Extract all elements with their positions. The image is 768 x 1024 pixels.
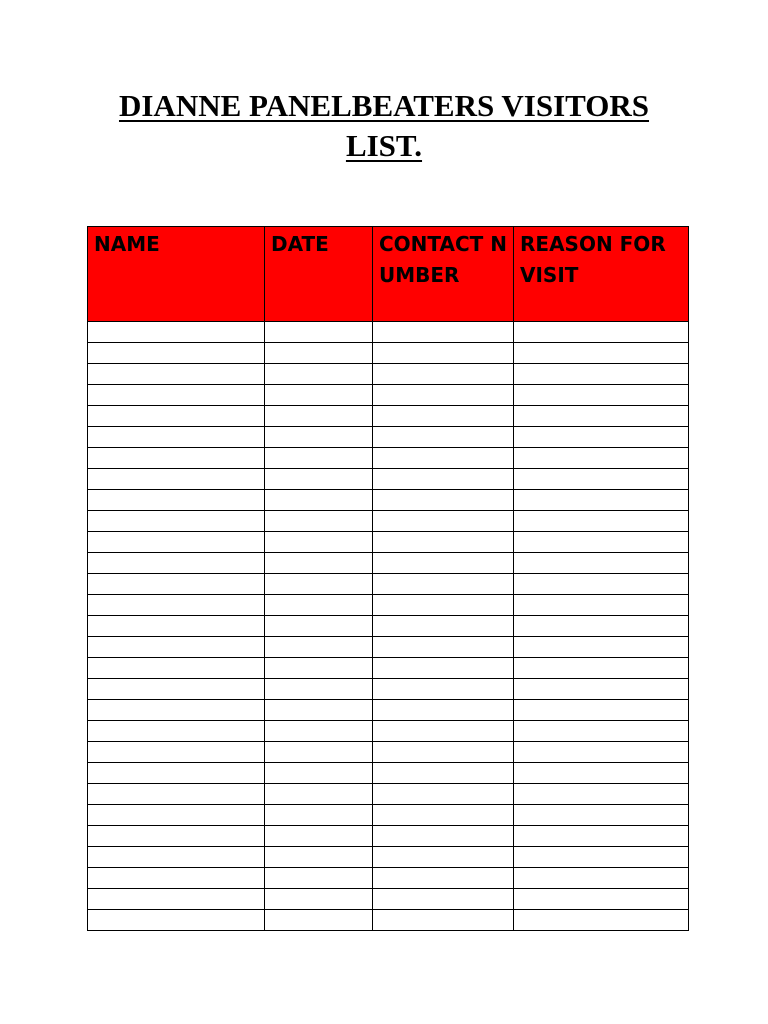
- cell-contact-number: [373, 763, 514, 784]
- cell-date: [265, 784, 373, 805]
- cell-reason-for-visit: [514, 553, 689, 574]
- cell-reason-for-visit: [514, 511, 689, 532]
- cell-date: [265, 616, 373, 637]
- cell-date: [265, 385, 373, 406]
- page-title: [0, 86, 768, 166]
- cell-date: [265, 721, 373, 742]
- table-row: [88, 700, 689, 721]
- cell-name: [88, 910, 265, 931]
- cell-contact-number: [373, 784, 514, 805]
- cell-date: [265, 868, 373, 889]
- visitors-table: [87, 226, 689, 931]
- table-row: [88, 511, 689, 532]
- cell-name: [88, 343, 265, 364]
- cell-date: [265, 658, 373, 679]
- cell-date: [265, 490, 373, 511]
- cell-date: [265, 805, 373, 826]
- cell-reason-for-visit: [514, 742, 689, 763]
- cell-date: [265, 679, 373, 700]
- title-line-2: LIST.: [345, 128, 423, 163]
- table-row: [88, 721, 689, 742]
- cell-contact-number: [373, 616, 514, 637]
- cell-contact-number: [373, 427, 514, 448]
- cell-reason-for-visit: [514, 343, 689, 364]
- cell-reason-for-visit: [514, 637, 689, 658]
- cell-reason-for-visit: [514, 679, 689, 700]
- table-row: [88, 448, 689, 469]
- table-row: [88, 889, 689, 910]
- cell-reason-for-visit: [514, 595, 689, 616]
- table-row: [88, 406, 689, 427]
- table-row: [88, 553, 689, 574]
- table-row: [88, 343, 689, 364]
- cell-reason-for-visit: [514, 889, 689, 910]
- cell-reason-for-visit: [514, 469, 689, 490]
- table-row: [88, 742, 689, 763]
- cell-name: [88, 658, 265, 679]
- title-line-1: DIANNE PANELBEATERS VISITORS: [118, 88, 650, 123]
- cell-date: [265, 910, 373, 931]
- cell-reason-for-visit: [514, 364, 689, 385]
- table-row: [88, 595, 689, 616]
- cell-contact-number: [373, 574, 514, 595]
- cell-name: [88, 763, 265, 784]
- cell-contact-number: [373, 637, 514, 658]
- header-reason-for-visit: REASON FOR VISIT: [514, 227, 689, 322]
- cell-name: [88, 637, 265, 658]
- cell-name: [88, 322, 265, 343]
- cell-contact-number: [373, 553, 514, 574]
- cell-date: [265, 826, 373, 847]
- header-contact-number: CONTACT NUMBER: [373, 227, 514, 322]
- cell-reason-for-visit: [514, 700, 689, 721]
- cell-contact-number: [373, 406, 514, 427]
- cell-name: [88, 490, 265, 511]
- cell-reason-for-visit: [514, 532, 689, 553]
- cell-reason-for-visit: [514, 406, 689, 427]
- table-row: [88, 364, 689, 385]
- cell-reason-for-visit: [514, 658, 689, 679]
- cell-date: [265, 742, 373, 763]
- cell-contact-number: [373, 868, 514, 889]
- table-row: [88, 868, 689, 889]
- table-row: [88, 658, 689, 679]
- cell-reason-for-visit: [514, 763, 689, 784]
- cell-name: [88, 784, 265, 805]
- cell-date: [265, 511, 373, 532]
- cell-name: [88, 553, 265, 574]
- cell-contact-number: [373, 742, 514, 763]
- table-row: [88, 490, 689, 511]
- header-date: DATE: [265, 227, 373, 322]
- cell-date: [265, 343, 373, 364]
- cell-name: [88, 847, 265, 868]
- table-row: [88, 385, 689, 406]
- cell-reason-for-visit: [514, 847, 689, 868]
- cell-date: [265, 427, 373, 448]
- cell-contact-number: [373, 805, 514, 826]
- cell-date: [265, 574, 373, 595]
- cell-contact-number: [373, 532, 514, 553]
- table-row: [88, 763, 689, 784]
- table-row: [88, 679, 689, 700]
- table-row: [88, 805, 689, 826]
- table-row: [88, 616, 689, 637]
- cell-name: [88, 364, 265, 385]
- cell-name: [88, 448, 265, 469]
- cell-date: [265, 847, 373, 868]
- cell-contact-number: [373, 448, 514, 469]
- cell-reason-for-visit: [514, 448, 689, 469]
- cell-name: [88, 427, 265, 448]
- cell-name: [88, 406, 265, 427]
- cell-name: [88, 574, 265, 595]
- cell-reason-for-visit: [514, 721, 689, 742]
- cell-name: [88, 721, 265, 742]
- cell-name: [88, 700, 265, 721]
- cell-reason-for-visit: [514, 616, 689, 637]
- cell-name: [88, 469, 265, 490]
- cell-date: [265, 448, 373, 469]
- cell-date: [265, 553, 373, 574]
- cell-name: [88, 868, 265, 889]
- cell-name: [88, 595, 265, 616]
- header-name: NAME: [88, 227, 265, 322]
- table-row: [88, 469, 689, 490]
- cell-contact-number: [373, 679, 514, 700]
- cell-contact-number: [373, 595, 514, 616]
- cell-name: [88, 826, 265, 847]
- cell-name: [88, 511, 265, 532]
- table-body: [88, 322, 689, 931]
- cell-date: [265, 469, 373, 490]
- cell-date: [265, 595, 373, 616]
- cell-reason-for-visit: [514, 910, 689, 931]
- cell-reason-for-visit: [514, 490, 689, 511]
- cell-name: [88, 889, 265, 910]
- table-row: [88, 910, 689, 931]
- cell-name: [88, 679, 265, 700]
- cell-name: [88, 532, 265, 553]
- cell-date: [265, 637, 373, 658]
- cell-reason-for-visit: [514, 385, 689, 406]
- table-row: [88, 322, 689, 343]
- cell-name: [88, 742, 265, 763]
- cell-reason-for-visit: [514, 427, 689, 448]
- cell-reason-for-visit: [514, 826, 689, 847]
- cell-contact-number: [373, 511, 514, 532]
- cell-date: [265, 889, 373, 910]
- table-header-row: [88, 227, 689, 322]
- cell-reason-for-visit: [514, 784, 689, 805]
- cell-contact-number: [373, 343, 514, 364]
- table-row: [88, 847, 689, 868]
- cell-contact-number: [373, 847, 514, 868]
- table-row: [88, 784, 689, 805]
- table-row: [88, 532, 689, 553]
- cell-date: [265, 364, 373, 385]
- cell-contact-number: [373, 364, 514, 385]
- cell-date: [265, 322, 373, 343]
- cell-reason-for-visit: [514, 868, 689, 889]
- cell-name: [88, 616, 265, 637]
- cell-contact-number: [373, 322, 514, 343]
- cell-contact-number: [373, 826, 514, 847]
- table-row: [88, 574, 689, 595]
- cell-contact-number: [373, 469, 514, 490]
- cell-reason-for-visit: [514, 805, 689, 826]
- cell-reason-for-visit: [514, 322, 689, 343]
- cell-reason-for-visit: [514, 574, 689, 595]
- cell-name: [88, 805, 265, 826]
- cell-contact-number: [373, 700, 514, 721]
- cell-contact-number: [373, 721, 514, 742]
- cell-date: [265, 763, 373, 784]
- cell-contact-number: [373, 658, 514, 679]
- cell-contact-number: [373, 889, 514, 910]
- cell-name: [88, 385, 265, 406]
- cell-date: [265, 700, 373, 721]
- cell-contact-number: [373, 490, 514, 511]
- table-row: [88, 826, 689, 847]
- cell-date: [265, 406, 373, 427]
- table-row: [88, 427, 689, 448]
- table-row: [88, 637, 689, 658]
- cell-contact-number: [373, 385, 514, 406]
- cell-date: [265, 532, 373, 553]
- cell-contact-number: [373, 910, 514, 931]
